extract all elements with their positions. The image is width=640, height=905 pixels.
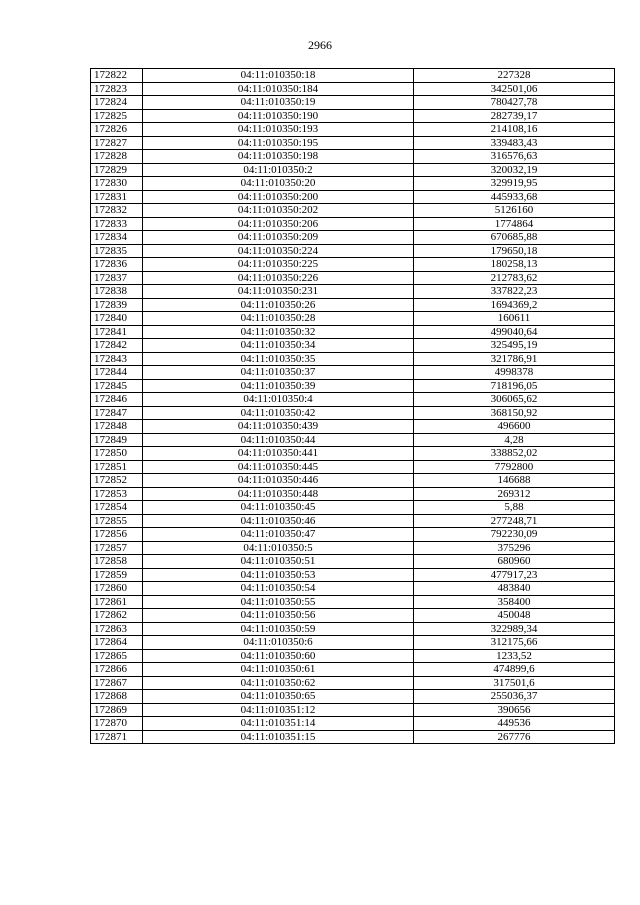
table-row bbox=[91, 487, 615, 501]
page-number: 2966 bbox=[308, 38, 332, 52]
cadastral-number-cell: 04:11:010351:12 bbox=[143, 703, 414, 717]
value-cell: 267776 bbox=[414, 730, 615, 744]
cadastral-number-cell: 04:11:010350:60 bbox=[143, 649, 414, 663]
table-row bbox=[91, 501, 615, 515]
row-number-cell: 172865 bbox=[91, 649, 143, 663]
cadastral-number-cell: 04:11:010350:224 bbox=[143, 244, 414, 258]
row-number-cell: 172859 bbox=[91, 568, 143, 582]
value-cell: 477917,23 bbox=[414, 568, 615, 582]
value-cell: 680960 bbox=[414, 555, 615, 569]
table-row bbox=[91, 582, 615, 596]
cadastral-number-cell: 04:11:010350:446 bbox=[143, 474, 414, 488]
row-number-cell: 172842 bbox=[91, 339, 143, 353]
cadastral-number-cell: 04:11:010350:47 bbox=[143, 528, 414, 542]
value-cell: 496600 bbox=[414, 420, 615, 434]
table-row bbox=[91, 663, 615, 677]
value-cell: 320032,19 bbox=[414, 163, 615, 177]
cadastral-number-cell: 04:11:010350:4 bbox=[143, 393, 414, 407]
row-number-cell: 172868 bbox=[91, 690, 143, 704]
cadastral-number-cell: 04:11:010350:439 bbox=[143, 420, 414, 434]
value-cell: 342501,06 bbox=[414, 82, 615, 96]
cadastral-number-cell: 04:11:010350:448 bbox=[143, 487, 414, 501]
cadastral-number-cell: 04:11:010350:441 bbox=[143, 447, 414, 461]
row-number-cell: 172840 bbox=[91, 312, 143, 326]
cadastral-number-cell: 04:11:010350:61 bbox=[143, 663, 414, 677]
row-number-cell: 172839 bbox=[91, 298, 143, 312]
value-cell: 4,28 bbox=[414, 433, 615, 447]
row-number-cell: 172863 bbox=[91, 622, 143, 636]
cadastral-number-cell: 04:11:010350:35 bbox=[143, 352, 414, 366]
table-row bbox=[91, 258, 615, 272]
row-number-cell: 172835 bbox=[91, 244, 143, 258]
value-cell: 499040,64 bbox=[414, 325, 615, 339]
cadastral-number-cell: 04:11:010350:45 bbox=[143, 501, 414, 515]
row-number-cell: 172829 bbox=[91, 163, 143, 177]
cadastral-number-cell: 04:11:010350:55 bbox=[143, 595, 414, 609]
table-row bbox=[91, 298, 615, 312]
cadastral-number-cell: 04:11:010350:190 bbox=[143, 109, 414, 123]
value-cell: 306065,62 bbox=[414, 393, 615, 407]
value-cell: 5126160 bbox=[414, 204, 615, 218]
value-cell: 1774864 bbox=[414, 217, 615, 231]
table-row bbox=[91, 69, 615, 83]
table-row bbox=[91, 528, 615, 542]
row-number-cell: 172866 bbox=[91, 663, 143, 677]
value-cell: 282739,17 bbox=[414, 109, 615, 123]
table-row bbox=[91, 339, 615, 353]
table-row bbox=[91, 595, 615, 609]
cadastral-number-cell: 04:11:010350:445 bbox=[143, 460, 414, 474]
table-row bbox=[91, 366, 615, 380]
row-number-cell: 172833 bbox=[91, 217, 143, 231]
value-cell: 312175,66 bbox=[414, 636, 615, 650]
cadastral-number-cell: 04:11:010350:32 bbox=[143, 325, 414, 339]
row-number-cell: 172825 bbox=[91, 109, 143, 123]
value-cell: 483840 bbox=[414, 582, 615, 596]
value-cell: 450048 bbox=[414, 609, 615, 623]
value-cell: 474899,6 bbox=[414, 663, 615, 677]
cadastral-number-cell: 04:11:010350:225 bbox=[143, 258, 414, 272]
table-row bbox=[91, 420, 615, 434]
value-cell: 4998378 bbox=[414, 366, 615, 380]
value-cell: 338852,02 bbox=[414, 447, 615, 461]
table-row bbox=[91, 514, 615, 528]
row-number-cell: 172826 bbox=[91, 123, 143, 137]
row-number-cell: 172846 bbox=[91, 393, 143, 407]
cadastral-number-cell: 04:11:010350:209 bbox=[143, 231, 414, 245]
table-row bbox=[91, 123, 615, 137]
row-number-cell: 172822 bbox=[91, 69, 143, 83]
row-number-cell: 172851 bbox=[91, 460, 143, 474]
row-number-cell: 172823 bbox=[91, 82, 143, 96]
value-cell: 368150,92 bbox=[414, 406, 615, 420]
table-row bbox=[91, 244, 615, 258]
row-number-cell: 172830 bbox=[91, 177, 143, 191]
table-row bbox=[91, 622, 615, 636]
cadastral-number-cell: 04:11:010350:198 bbox=[143, 150, 414, 164]
row-number-cell: 172837 bbox=[91, 271, 143, 285]
value-cell: 321786,91 bbox=[414, 352, 615, 366]
value-cell: 227328 bbox=[414, 69, 615, 83]
table-row bbox=[91, 109, 615, 123]
cadastral-number-cell: 04:11:010350:5 bbox=[143, 541, 414, 555]
cadastral-number-cell: 04:11:010350:37 bbox=[143, 366, 414, 380]
value-cell: 7792800 bbox=[414, 460, 615, 474]
table-row bbox=[91, 730, 615, 744]
cadastral-number-cell: 04:11:010350:56 bbox=[143, 609, 414, 623]
row-number-cell: 172828 bbox=[91, 150, 143, 164]
table-row bbox=[91, 690, 615, 704]
cadastral-number-cell: 04:11:010350:59 bbox=[143, 622, 414, 636]
cadastral-number-cell: 04:11:010350:44 bbox=[143, 433, 414, 447]
table-row bbox=[91, 177, 615, 191]
table-row bbox=[91, 609, 615, 623]
row-number-cell: 172860 bbox=[91, 582, 143, 596]
cadastral-number-cell: 04:11:010350:231 bbox=[143, 285, 414, 299]
value-cell: 670685,88 bbox=[414, 231, 615, 245]
cadastral-number-cell: 04:11:010350:34 bbox=[143, 339, 414, 353]
value-cell: 390656 bbox=[414, 703, 615, 717]
table-row bbox=[91, 676, 615, 690]
row-number-cell: 172824 bbox=[91, 96, 143, 110]
table-row bbox=[91, 649, 615, 663]
cadastral-number-cell: 04:11:010350:193 bbox=[143, 123, 414, 137]
row-number-cell: 172854 bbox=[91, 501, 143, 515]
value-cell: 445933,68 bbox=[414, 190, 615, 204]
cadastral-number-cell: 04:11:010350:53 bbox=[143, 568, 414, 582]
row-number-cell: 172856 bbox=[91, 528, 143, 542]
cadastral-number-cell: 04:11:010350:20 bbox=[143, 177, 414, 191]
value-cell: 325495,19 bbox=[414, 339, 615, 353]
value-cell: 316576,63 bbox=[414, 150, 615, 164]
cadastral-number-cell: 04:11:010350:202 bbox=[143, 204, 414, 218]
value-cell: 269312 bbox=[414, 487, 615, 501]
cadastral-number-cell: 04:11:010350:65 bbox=[143, 690, 414, 704]
table-row bbox=[91, 447, 615, 461]
row-number-cell: 172845 bbox=[91, 379, 143, 393]
value-cell: 375296 bbox=[414, 541, 615, 555]
table-row bbox=[91, 433, 615, 447]
row-number-cell: 172855 bbox=[91, 514, 143, 528]
value-cell: 1694369,2 bbox=[414, 298, 615, 312]
row-number-cell: 172858 bbox=[91, 555, 143, 569]
table-row bbox=[91, 82, 615, 96]
table-row bbox=[91, 204, 615, 218]
table-row bbox=[91, 190, 615, 204]
cadastral-number-cell: 04:11:010350:51 bbox=[143, 555, 414, 569]
table-row bbox=[91, 717, 615, 731]
value-cell: 792230,09 bbox=[414, 528, 615, 542]
table-row bbox=[91, 379, 615, 393]
table-row bbox=[91, 217, 615, 231]
value-cell: 317501,6 bbox=[414, 676, 615, 690]
cadastral-number-cell: 04:11:010350:2 bbox=[143, 163, 414, 177]
cadastral-number-cell: 04:11:010350:62 bbox=[143, 676, 414, 690]
row-number-cell: 172841 bbox=[91, 325, 143, 339]
table-row bbox=[91, 460, 615, 474]
value-cell: 1233,52 bbox=[414, 649, 615, 663]
row-number-cell: 172857 bbox=[91, 541, 143, 555]
row-number-cell: 172838 bbox=[91, 285, 143, 299]
table-row bbox=[91, 636, 615, 650]
row-number-cell: 172852 bbox=[91, 474, 143, 488]
cadastral-number-cell: 04:11:010350:200 bbox=[143, 190, 414, 204]
value-cell: 337822,23 bbox=[414, 285, 615, 299]
row-number-cell: 172831 bbox=[91, 190, 143, 204]
value-cell: 212783,62 bbox=[414, 271, 615, 285]
cadastral-number-cell: 04:11:010350:26 bbox=[143, 298, 414, 312]
cadastral-number-cell: 04:11:010351:15 bbox=[143, 730, 414, 744]
value-cell: 322989,34 bbox=[414, 622, 615, 636]
value-cell: 160611 bbox=[414, 312, 615, 326]
table-row bbox=[91, 163, 615, 177]
table-row bbox=[91, 96, 615, 110]
row-number-cell: 172861 bbox=[91, 595, 143, 609]
table-row bbox=[91, 555, 615, 569]
value-cell: 780427,78 bbox=[414, 96, 615, 110]
table-row bbox=[91, 150, 615, 164]
row-number-cell: 172871 bbox=[91, 730, 143, 744]
cadastral-number-cell: 04:11:010350:226 bbox=[143, 271, 414, 285]
row-number-cell: 172832 bbox=[91, 204, 143, 218]
table-row bbox=[91, 393, 615, 407]
table-row bbox=[91, 406, 615, 420]
table-row bbox=[91, 231, 615, 245]
row-number-cell: 172847 bbox=[91, 406, 143, 420]
row-number-cell: 172843 bbox=[91, 352, 143, 366]
cadastral-number-cell: 04:11:010350:206 bbox=[143, 217, 414, 231]
value-cell: 449536 bbox=[414, 717, 615, 731]
table-row bbox=[91, 136, 615, 150]
table-row bbox=[91, 541, 615, 555]
cadastral-number-cell: 04:11:010350:28 bbox=[143, 312, 414, 326]
row-number-cell: 172844 bbox=[91, 366, 143, 380]
cadastral-number-cell: 04:11:010350:6 bbox=[143, 636, 414, 650]
cadastral-number-cell: 04:11:010350:18 bbox=[143, 69, 414, 83]
cadastral-number-cell: 04:11:010350:46 bbox=[143, 514, 414, 528]
table-row bbox=[91, 352, 615, 366]
table-row bbox=[91, 568, 615, 582]
table-row bbox=[91, 703, 615, 717]
value-cell: 339483,43 bbox=[414, 136, 615, 150]
cadastral-number-cell: 04:11:010351:14 bbox=[143, 717, 414, 731]
registry-table bbox=[90, 68, 615, 744]
cadastral-number-cell: 04:11:010350:184 bbox=[143, 82, 414, 96]
value-cell: 179650,18 bbox=[414, 244, 615, 258]
cadastral-number-cell: 04:11:010350:19 bbox=[143, 96, 414, 110]
table-row bbox=[91, 325, 615, 339]
row-number-cell: 172869 bbox=[91, 703, 143, 717]
table-row bbox=[91, 312, 615, 326]
value-cell: 146688 bbox=[414, 474, 615, 488]
row-number-cell: 172848 bbox=[91, 420, 143, 434]
row-number-cell: 172862 bbox=[91, 609, 143, 623]
value-cell: 5,88 bbox=[414, 501, 615, 515]
cadastral-number-cell: 04:11:010350:39 bbox=[143, 379, 414, 393]
row-number-cell: 172827 bbox=[91, 136, 143, 150]
value-cell: 358400 bbox=[414, 595, 615, 609]
value-cell: 180258,13 bbox=[414, 258, 615, 272]
row-number-cell: 172867 bbox=[91, 676, 143, 690]
row-number-cell: 172870 bbox=[91, 717, 143, 731]
row-number-cell: 172853 bbox=[91, 487, 143, 501]
value-cell: 277248,71 bbox=[414, 514, 615, 528]
cadastral-number-cell: 04:11:010350:195 bbox=[143, 136, 414, 150]
row-number-cell: 172836 bbox=[91, 258, 143, 272]
table-row bbox=[91, 474, 615, 488]
cadastral-number-cell: 04:11:010350:54 bbox=[143, 582, 414, 596]
row-number-cell: 172849 bbox=[91, 433, 143, 447]
table-row bbox=[91, 285, 615, 299]
cadastral-number-cell: 04:11:010350:42 bbox=[143, 406, 414, 420]
value-cell: 214108,16 bbox=[414, 123, 615, 137]
value-cell: 255036,37 bbox=[414, 690, 615, 704]
table-row bbox=[91, 271, 615, 285]
row-number-cell: 172834 bbox=[91, 231, 143, 245]
registry-table-body bbox=[91, 69, 615, 744]
row-number-cell: 172850 bbox=[91, 447, 143, 461]
value-cell: 329919,95 bbox=[414, 177, 615, 191]
value-cell: 718196,05 bbox=[414, 379, 615, 393]
row-number-cell: 172864 bbox=[91, 636, 143, 650]
